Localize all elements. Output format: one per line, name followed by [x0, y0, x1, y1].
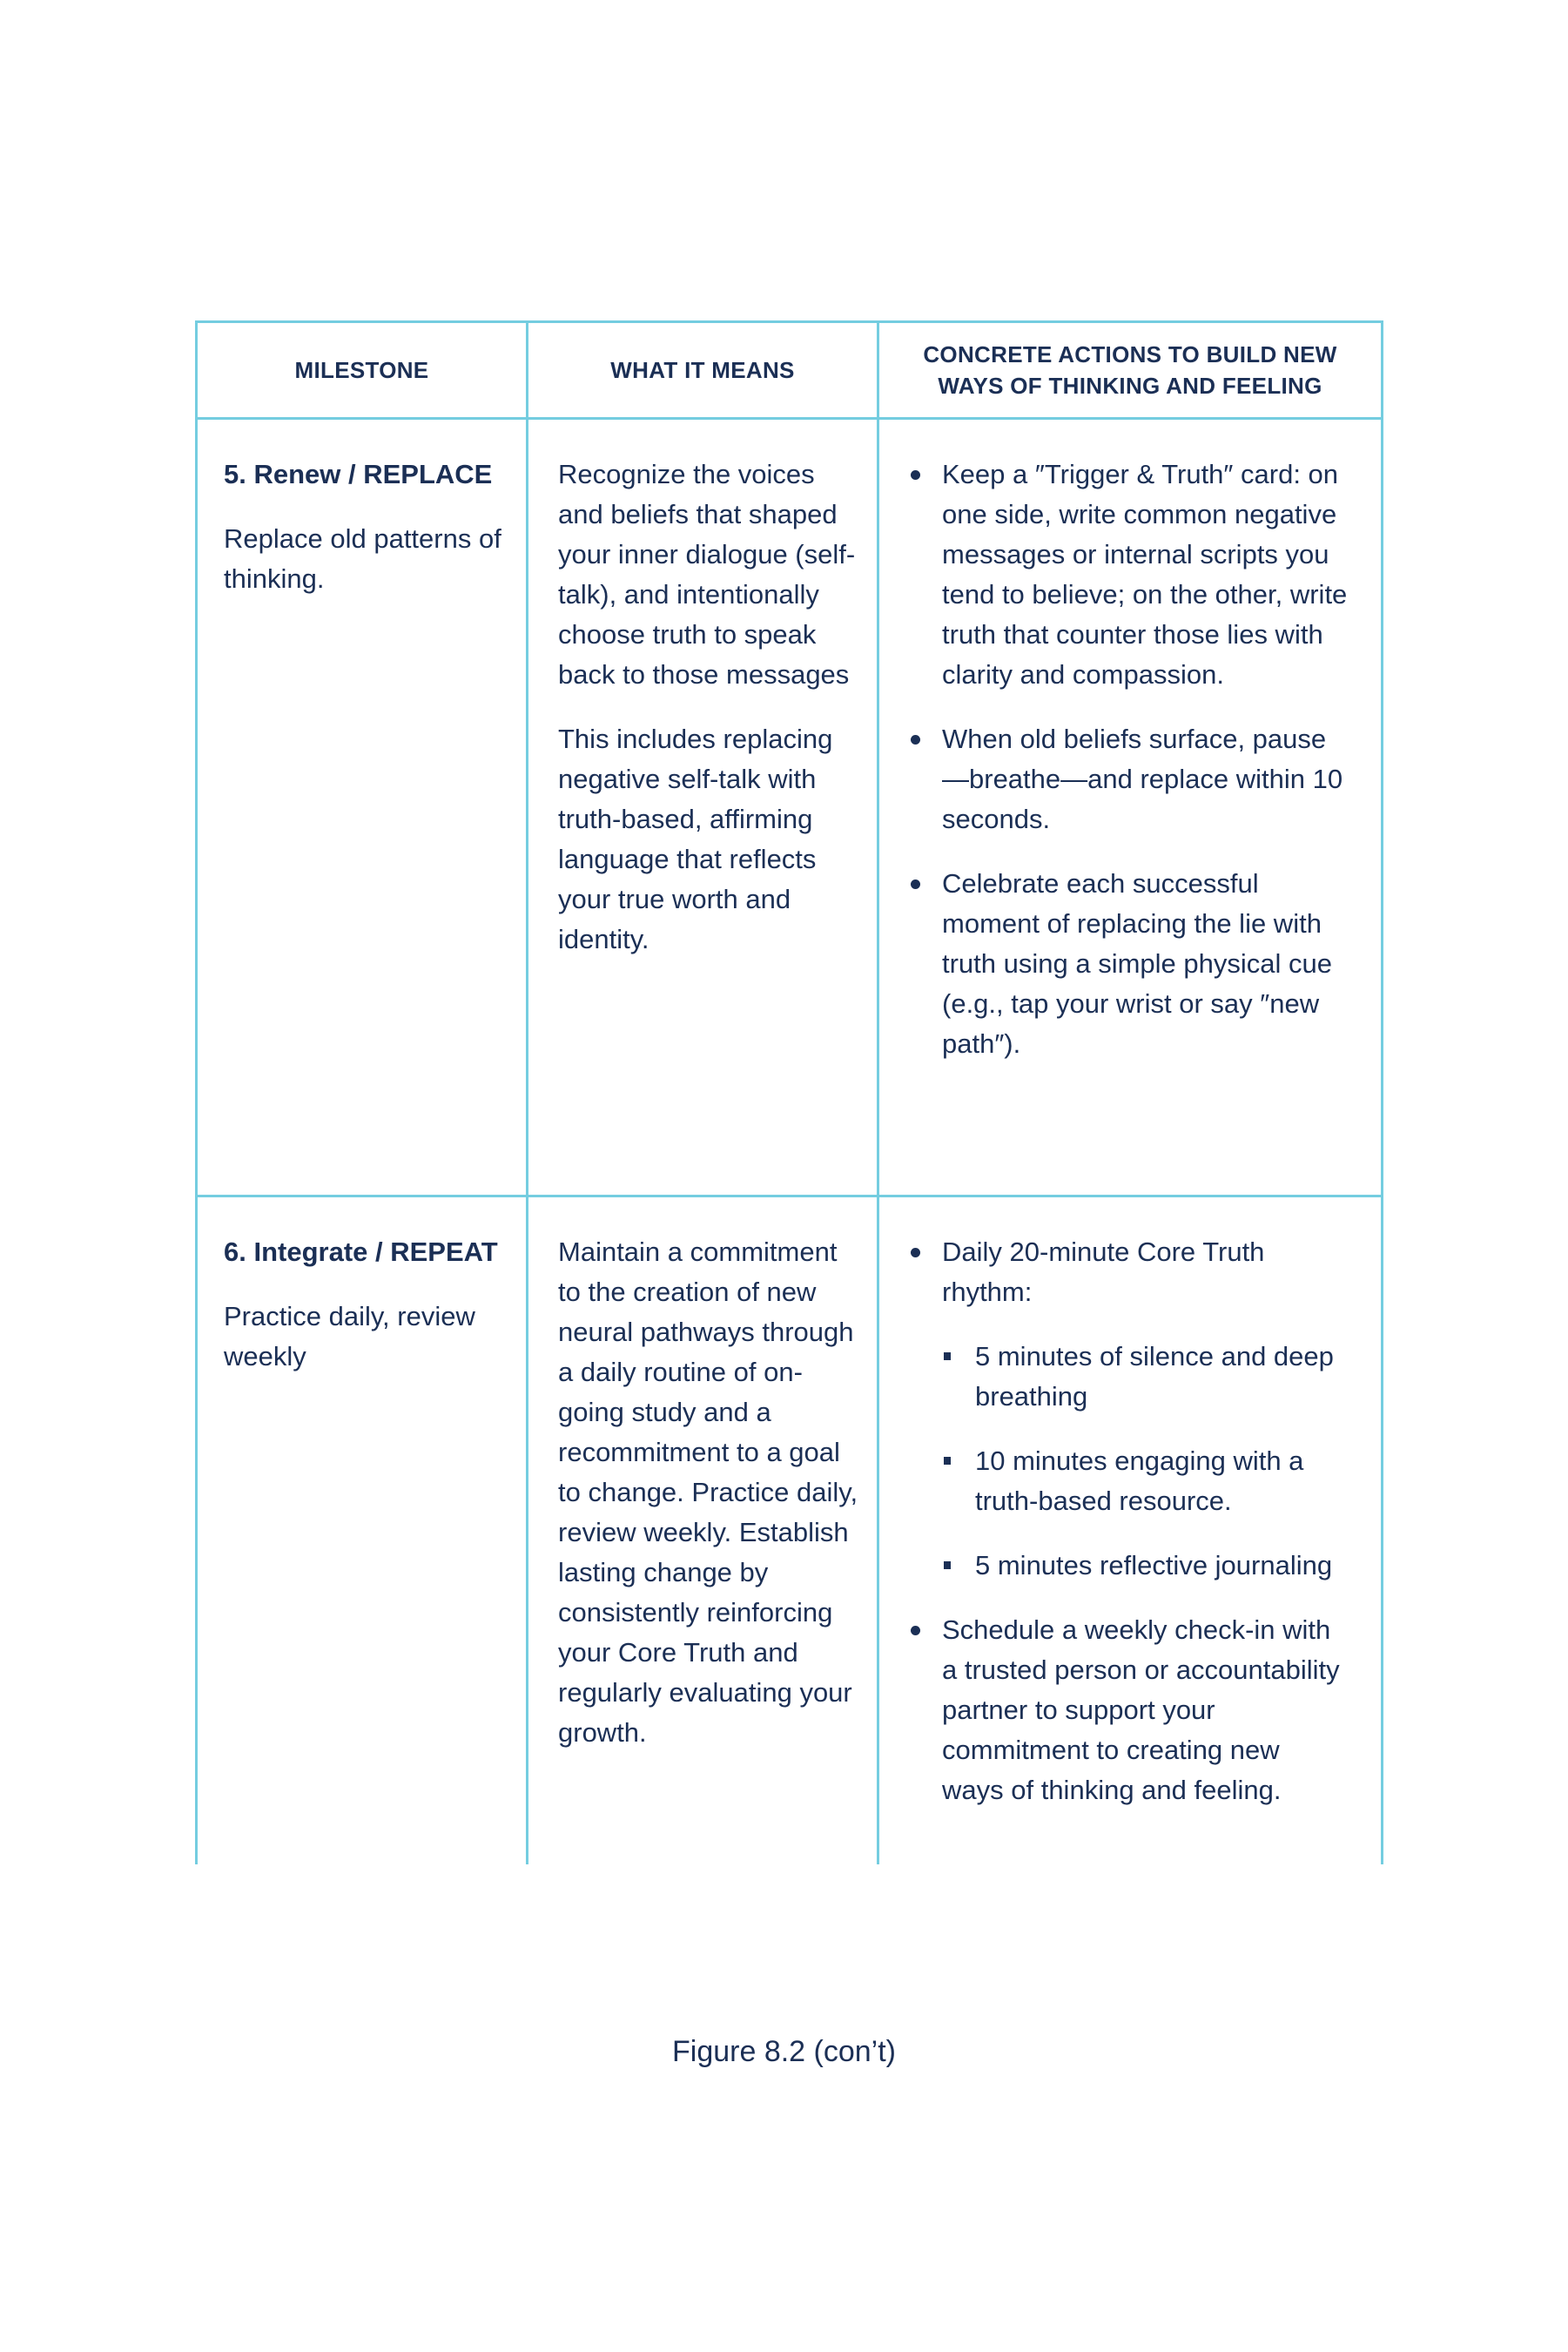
square-bullet-icon	[944, 1457, 951, 1465]
meaning-paragraph: Maintain a commitment to the creation of new neural pathways through a daily routine of on-going study and a recommitment to a goal to change. Practice daily, review weekly. Establish lasting change by consistently reinforcing your Core Truth and regularly evaluating your growth.	[558, 1237, 858, 1748]
meaning-cell	[528, 419, 878, 1196]
action-text: Celebrate each successful moment of replacing the lie with truth using a simple physical cue (e.g., tap your wrist or say ″new path″).	[942, 868, 1333, 1059]
bullet-icon	[911, 879, 920, 889]
table-header-row	[197, 322, 1383, 419]
sub-action-text: 5 minutes of silence and deep breathing	[975, 1341, 1334, 1412]
bullet-icon	[911, 470, 920, 480]
action-item	[909, 864, 1348, 1064]
milestone-cell	[197, 1196, 528, 1865]
bullet-icon	[911, 1626, 920, 1635]
meaning-paragraph: Recognize the voices and beliefs that shaped your inner dialogue (self-talk), and intentionally choose truth to speak back to those messages	[558, 459, 856, 690]
sub-action-item	[942, 1337, 1348, 1417]
milestones-table	[195, 320, 1383, 1864]
milestone-title: 5. Renew / REPLACE	[224, 459, 493, 489]
actions-cell	[878, 1196, 1383, 1865]
milestone-title: 6. Integrate / REPEAT	[224, 1237, 498, 1267]
sub-action-text: 10 minutes engaging with a truth-based resource.	[975, 1446, 1304, 1516]
milestone-cell	[197, 419, 528, 1196]
sub-action-item	[942, 1546, 1348, 1586]
action-text: When old beliefs surface, pause—breathe—and replace within 10 seconds.	[942, 724, 1343, 834]
actions-list	[909, 455, 1348, 1064]
action-item	[909, 719, 1348, 839]
action-item	[909, 1610, 1348, 1810]
bullet-icon	[911, 735, 920, 745]
sub-actions-list	[942, 1337, 1348, 1586]
header-milestone: MILESTONE	[197, 322, 528, 419]
milestone-description: Practice daily, review weekly	[224, 1301, 475, 1371]
figure-caption: Figure 8.2 (con’t)	[672, 2035, 896, 2068]
square-bullet-icon	[944, 1561, 951, 1569]
bullet-icon	[911, 1248, 920, 1257]
milestones-table-container	[195, 320, 1381, 1805]
table-row	[197, 419, 1383, 1196]
action-item	[909, 455, 1348, 695]
square-bullet-icon	[944, 1352, 951, 1360]
action-text: Daily 20-minute Core Truth rhythm:	[942, 1237, 1265, 1307]
sub-action-item	[942, 1441, 1348, 1521]
meaning-cell	[528, 1196, 878, 1865]
header-concrete-actions: CONCRETE ACTIONS TO BUILD NEW WAYS OF THINKING AND FEELING	[878, 322, 1383, 419]
sub-action-text: 5 minutes reflective journaling	[975, 1550, 1333, 1580]
action-item	[909, 1232, 1348, 1586]
action-text: Keep a ″Trigger & Truth″ card: on one side, write common negative messages or internal scripts you tend to believe; on the other, write truth that counter those lies with clarity and compassion.	[942, 459, 1348, 690]
table-row	[197, 1196, 1383, 1865]
milestone-description: Replace old patterns of thinking.	[224, 523, 501, 594]
action-text: Schedule a weekly check-in with a trusted person or accountability partner to support your commitment to creating new ways of thinking and feeling.	[942, 1614, 1340, 1805]
actions-cell	[878, 419, 1383, 1196]
header-what-it-means: WHAT IT MEANS	[528, 322, 878, 419]
meaning-paragraph: This includes replacing negative self-talk with truth-based, affirming language that reflects your true worth and identity.	[558, 724, 833, 954]
actions-list	[909, 1232, 1348, 1810]
